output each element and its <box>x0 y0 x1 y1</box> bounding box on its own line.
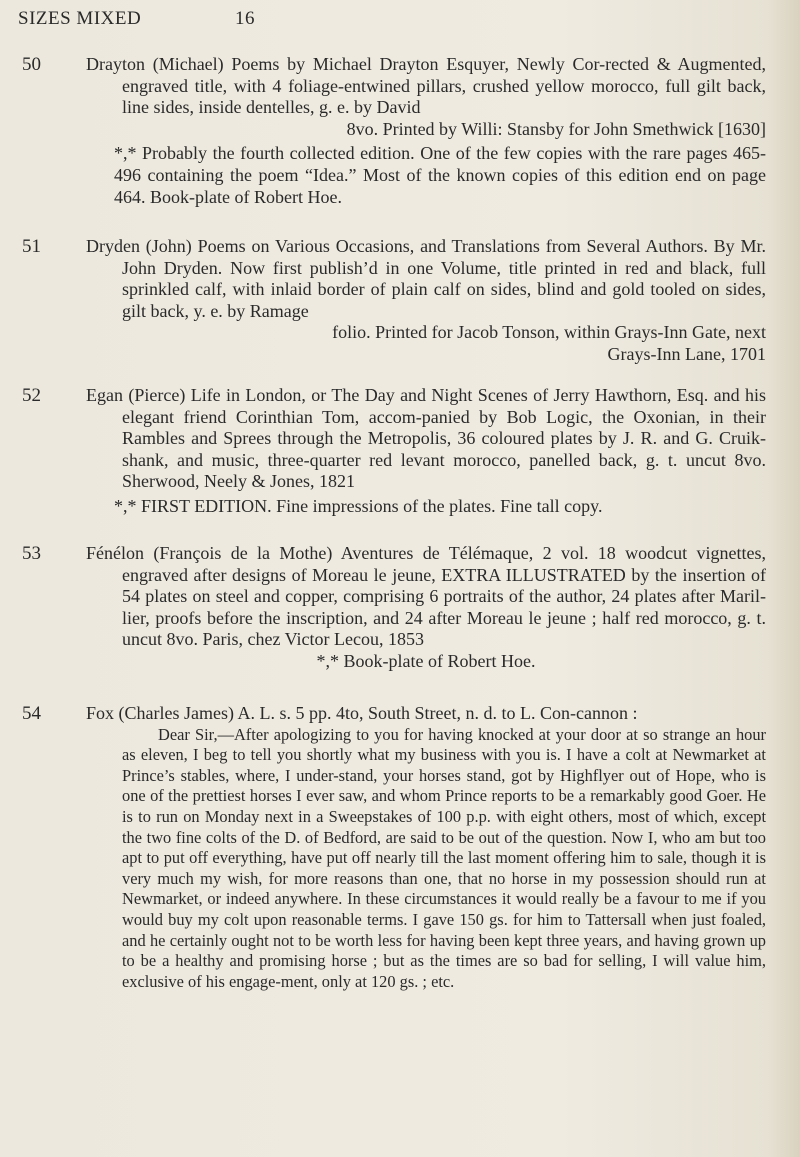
lot-text: Egan (Pierce) Life in London, or The Day and Night Scenes of Jerry Hawthorn, Esq. and his elegant friend Corinthian Tom, accom-panied by Bob Logic, the Oxonian, in their Rambles and Sprees through the Metropolis, 36 coloured plates by J. R. and G. Cruik-shank, and music, three-quarter red levant morocco, panelled back, g. t. uncut 8vo. Sherwood, Neely & Jones, 1821 <box>86 385 766 492</box>
page-number: 16 <box>235 8 255 29</box>
lot-note: *,* FIRST EDITION. Fine impressions of the plates. Fine tall copy. <box>114 495 603 516</box>
lot-description <box>86 543 766 673</box>
page-header <box>18 8 780 38</box>
lot-number: 53 <box>22 543 41 564</box>
lot-description <box>86 703 766 992</box>
lot-text: Fénélon (François de la Mothe) Aventures de Télémaque, 2 vol. 18 woodcut vignettes, engraved after designs of Moreau le jeune, EXTRA ILLUSTRATED by the insertion of 54 plates on steel and copper, comprising 6 portraits of the author, 24 plates after Maril-lier, proofs before the inscription, and 24 after Moreau le jeune ; half red morocco, g. t. uncut 8vo. Paris, chez Victor Lecou, 1853 <box>86 543 766 650</box>
lot-text: Drayton (Michael) Poems by Michael Drayton Esquyer, Newly Cor-rected & Augmented, engraved title, with 4 foliage-entwined pillars, crushed yellow morocco, full gilt back, line sides, inside dentelles, g. e. by David <box>86 54 766 118</box>
lot-number: 51 <box>22 236 41 257</box>
lot-description <box>86 385 766 518</box>
section-title: SIZES MIXED <box>18 8 142 29</box>
lot-number: 54 <box>22 703 41 724</box>
lot-imprint: 8vo. Printed by Willi: Stansby for John Smethwick [1630] <box>346 118 766 139</box>
lot-description <box>86 236 766 366</box>
lot-number: 50 <box>22 54 41 75</box>
lot-imprint-continued: Grays-Inn Lane, 1701 <box>607 343 766 364</box>
lot-description <box>86 54 766 208</box>
lot-text: Dryden (John) Poems on Various Occasions, and Translations from Several Authors. By Mr. John Dryden. Now first publish’d in one Volume, title printed in red and black, full sprinkled calf, with inlaid border of plain calf on sides, blind and gold tooled on sides, gilt back, y. e. by Ramage <box>86 236 766 321</box>
lot-note: *,* Probably the fourth collected edition. One of the few copies with the rare pages 465-496 containing the poem “Idea.” Most of the known copies of this edition end on page 464. Book-plate of Robert Hoe. <box>114 143 766 207</box>
lot-note: *,* Book-plate of Robert Hoe. <box>316 650 536 671</box>
lot-imprint: folio. Printed for Jacob Tonson, within Grays-Inn Gate, next <box>332 322 766 343</box>
letter-transcription: Dear Sir,—After apologizing to you for having knocked at your door at so strange an hour as eleven, I beg to tell you shortly what my business with you is. I have a colt at Newmarket at Prince’s stables, where, I under-stand, your horses stand, got by Highflyer out of Hope, who is one of the prettiest horses I ever saw, and whom Prince reports to be a remarkably good Goer. He is to run on Monday next in a Sweepstakes of 100 p.p. with eight others, most of which, except the two fine colts of the D. of Bedford, are said to be out of the question. Now I, who am but too apt to put off everything, have put off nearly till the last moment offering him to sale, though it is very much my wish, for more reasons than one, that no horse in my possession should run at Newmarket, or indeed anywhere. In these circumstances it would really be a favour to me if you would buy my colt upon reasonable terms. I gave 150 gs. for him to Tattersall when just foaled, and he certainly ought not to be worth less for having been kept three years, and having grown up to be a healthy and promising horse ; but as the times are so bad for selling, I will value him, exclusive of his engage-ment, only at 120 gs. ; etc. <box>122 724 766 991</box>
lot-number: 52 <box>22 385 41 406</box>
lot-text: Fox (Charles James) A. L. s. 5 pp. 4to, South Street, n. d. to L. Con-cannon : <box>86 703 638 723</box>
